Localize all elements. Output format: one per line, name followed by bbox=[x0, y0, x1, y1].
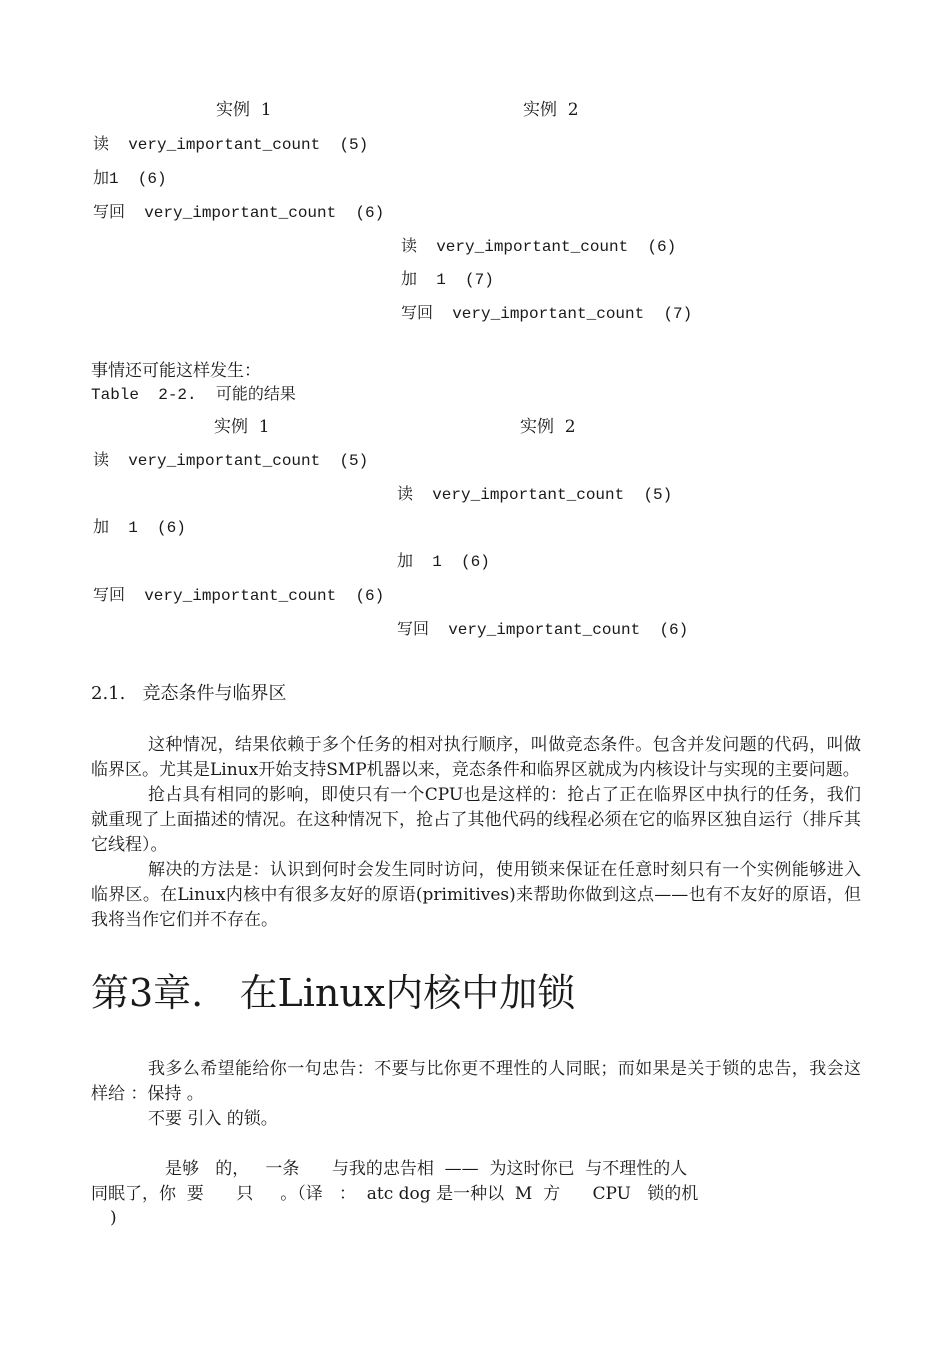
section-body bbox=[91, 733, 861, 933]
paragraph: 我多么希望能给你一句忠告：不要与比你更不理性的人同眠；而如果是关于锁的忠告，我会这样给 ：保持 。 bbox=[91, 1059, 861, 1104]
intro-line: 事情还可能这样发生： bbox=[91, 361, 261, 381]
paragraph: 不要 引入 的锁。 bbox=[148, 1109, 278, 1129]
chapter-heading: 第3章. 在Linux内核中加锁 bbox=[91, 971, 576, 1015]
table2-header-instance2: 实例 2 bbox=[520, 417, 576, 437]
table1-row: 写回 very_important_count (7) bbox=[401, 305, 693, 323]
table1-header-instance1: 实例 1 bbox=[216, 100, 272, 120]
table2-row: 写回 very_important_count (6) bbox=[397, 621, 689, 639]
fragment-line: ) bbox=[110, 1208, 117, 1228]
table2-header-instance1: 实例 1 bbox=[214, 417, 270, 437]
paragraph: 这种情况，结果依赖于多个任务的相对执行顺序，叫做竞态条件。包含并发问题的代码，叫做临界区。尤其是Linux开始支持SMP机器以来，竞态条件和临界区就成为内核设计与实现的主要问题。 bbox=[91, 735, 861, 780]
table1-row: 写回 very_important_count (6) bbox=[93, 204, 385, 222]
chapter-body bbox=[91, 1057, 861, 1132]
fragment-line: 是够 的， 一条 与我的忠告相 —— 为这时你已 与不理性的人 bbox=[165, 1159, 688, 1179]
table1-row: 加1 (6) bbox=[93, 170, 167, 188]
fragment-line: 同眠了，你 要 只 。（译 ： atc dog 是一种以 M 方 CPU 锁的机 bbox=[91, 1184, 699, 1204]
table1-row: 加 1 (7) bbox=[401, 271, 494, 289]
paragraph: 解决的方法是：认识到何时会发生同时访问，使用锁来保证在任意时刻只有一个实例能够进入临界区。在Linux内核中有很多友好的原语(primitives)来帮助你做到这点——也有不友好的原语，但我将当作它们并不存在。 bbox=[91, 860, 861, 930]
table1-header-instance2: 实例 2 bbox=[523, 100, 579, 120]
table2-caption: Table 2-2. 可能的结果 bbox=[91, 386, 296, 404]
table1-row: 读 very_important_count (6) bbox=[401, 238, 677, 256]
table2-row: 写回 very_important_count (6) bbox=[93, 587, 385, 605]
section-heading: 2.1. 竞态条件与临界区 bbox=[91, 683, 287, 704]
table2-row: 加 1 (6) bbox=[397, 553, 490, 571]
table2-row: 加 1 (6) bbox=[93, 519, 186, 537]
table1-row: 读 very_important_count (5) bbox=[93, 136, 369, 154]
table2-row: 读 very_important_count (5) bbox=[93, 452, 369, 470]
table2-row: 读 very_important_count (5) bbox=[397, 486, 673, 504]
paragraph: 抢占具有相同的影响，即使只有一个CPU也是这样的：抢占了正在临界区中执行的任务，我们就重现了上面描述的情况。在这种情况下，抢占了其他代码的线程必须在它的临界区独自运行（排斥其它线程）。 bbox=[91, 785, 861, 855]
